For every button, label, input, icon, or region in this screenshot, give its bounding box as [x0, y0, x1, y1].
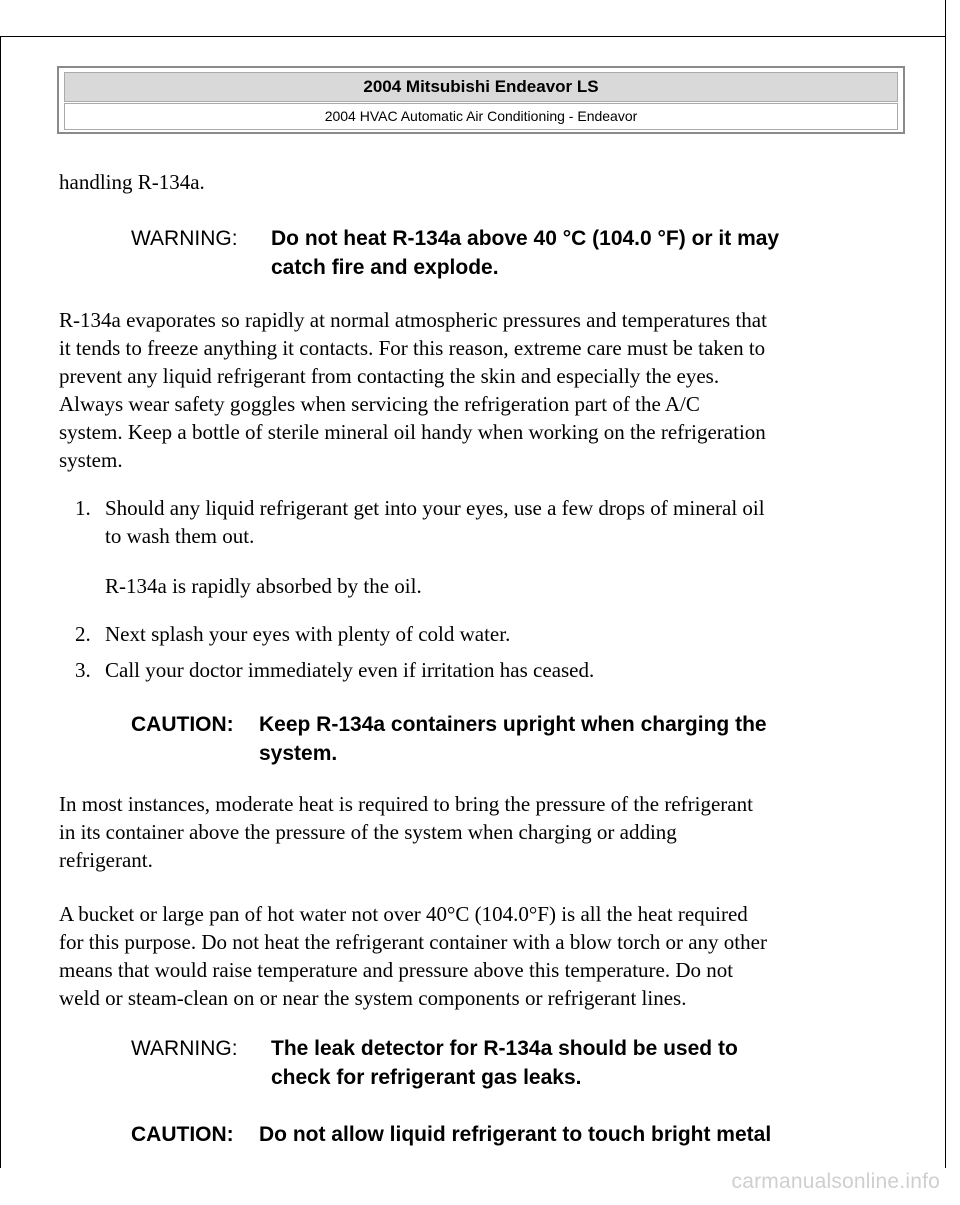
- paragraph-line: Always wear safety goggles when servicing the refrigeration part of the A/C: [59, 392, 700, 416]
- paragraph-line: for this purpose. Do not heat the refrigerant container with a blow torch or any other: [59, 930, 767, 954]
- caution-label: CAUTION:: [131, 1123, 234, 1146]
- paragraph-line: means that would raise temperature and pressure above this temperature. Do not: [59, 958, 734, 982]
- paragraph-line: A bucket or large pan of hot water not over 40°C (104.0°F) is all the heat required: [59, 902, 748, 926]
- paragraph-line: it tends to freeze anything it contacts. For this reason, extreme care must be taken to: [59, 336, 766, 360]
- paragraph-line: in its container above the pressure of the system when charging or adding: [59, 820, 677, 844]
- warning-text-line1: Do not heat R-134a above 40 °C (104.0 °F) or it may: [271, 227, 780, 250]
- caution-text-line2: system.: [259, 742, 338, 765]
- warning-notice-2: [131, 1034, 901, 1094]
- caution-label: CAUTION:: [131, 713, 234, 736]
- vehicle-title: 2004 Mitsubishi Endeavor LS: [64, 72, 898, 102]
- list-number: 1.: [75, 496, 91, 520]
- paragraph-line: R-134a evaporates so rapidly at normal atmospheric pressures and temperatures that: [59, 308, 767, 332]
- caution-text-line1: Keep R-134a containers upright when charging the: [259, 713, 767, 736]
- warning-notice-1: [131, 224, 901, 284]
- warning-text-line1: The leak detector for R-134a should be used to: [271, 1037, 738, 1060]
- paragraph-hazard: [59, 306, 919, 474]
- intro-text: handling R-134a.: [59, 170, 205, 194]
- list-note: R-134a is rapidly absorbed by the oil.: [105, 574, 422, 598]
- paragraph-line: prevent any liquid refrigerant from contacting the skin and especially the eyes.: [59, 364, 720, 388]
- caution-text-line1: Do not allow liquid refrigerant to touch bright metal: [259, 1123, 772, 1146]
- paragraph-line: weld or steam-clean on or near the system components or refrigerant lines.: [59, 986, 687, 1010]
- list-text-line: to wash them out.: [105, 524, 255, 548]
- list-text: [105, 494, 905, 550]
- list-text: Next splash your eyes with plenty of cold water.: [105, 622, 511, 646]
- warning-label: WARNING:: [131, 227, 238, 250]
- list-text-line: Should any liquid refrigerant get into your eyes, use a few drops of mineral oil: [105, 496, 765, 520]
- page-border-right: [945, 0, 946, 1168]
- paragraph-line: In most instances, moderate heat is required to bring the pressure of the refrigerant: [59, 792, 753, 816]
- paragraph-heat: [59, 790, 919, 874]
- list-number: 2.: [75, 622, 91, 646]
- page-border-top: [0, 36, 946, 37]
- page-border-left: [0, 36, 1, 1168]
- warning-text-line2: check for refrigerant gas leaks.: [271, 1066, 582, 1089]
- paragraph-line: system. Keep a bottle of sterile mineral oil handy when working on the refrigeration: [59, 420, 766, 444]
- section-subtitle: 2004 HVAC Automatic Air Conditioning - Endeavor: [64, 103, 898, 130]
- paragraph-water-bath: [59, 900, 919, 1012]
- list-text: Call your doctor immediately even if irritation has ceased.: [105, 658, 595, 682]
- paragraph-line: system.: [59, 448, 123, 472]
- document-header: [57, 66, 905, 134]
- list-number: 3.: [75, 658, 91, 682]
- caution-notice-1: [131, 710, 901, 770]
- warning-label: WARNING:: [131, 1037, 238, 1060]
- paragraph-line: refrigerant.: [59, 848, 153, 872]
- warning-text-line2: catch fire and explode.: [271, 256, 499, 279]
- caution-notice-2: [131, 1120, 901, 1152]
- list-item-1: [75, 494, 905, 554]
- watermark-text: carmanualsonline.info: [731, 1170, 940, 1193]
- footer: [0, 1168, 960, 1205]
